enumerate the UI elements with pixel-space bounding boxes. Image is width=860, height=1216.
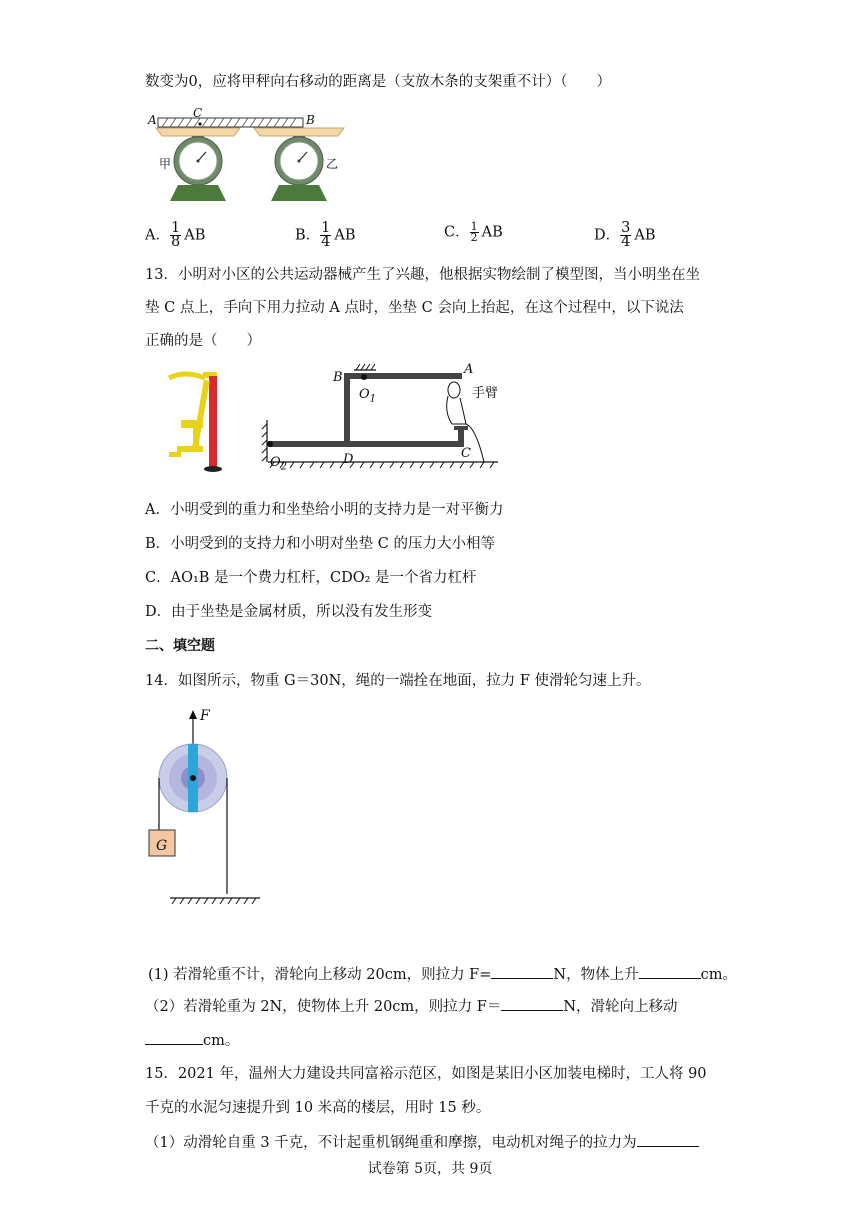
page-footer: 试卷第 5页，共 9页 bbox=[367, 1161, 493, 1177]
q13-line-2: 垫 C 点上，手向下用力拉动 A 点时，坐垫 C 会向上抬起，在这个过程中，以下说法 bbox=[145, 300, 684, 316]
q12-scale-left-label: 甲 bbox=[159, 157, 172, 171]
q13-label-c: C bbox=[461, 446, 471, 461]
q12-text-tail: 数变为0，应将甲秤向右移动的距离是（支放木条的支架重不计）（ ） bbox=[145, 74, 611, 90]
q13-label-b: B bbox=[333, 370, 343, 385]
q13-label-o1: $O_1$ bbox=[359, 387, 377, 405]
q12-figure bbox=[148, 104, 348, 206]
q12-option-a: A． $\frac{1}{8}$ AB bbox=[145, 220, 206, 250]
q13-machine-photo bbox=[165, 368, 227, 472]
q12-label-a: A bbox=[148, 113, 157, 127]
q12-option-b: B． $\frac{1}{4}$ AB bbox=[295, 220, 356, 250]
q12-option-d: D． $\frac{3}{4}$ AB bbox=[594, 220, 656, 250]
q13-label-a: A bbox=[464, 362, 474, 377]
q14-blank-1[interactable] bbox=[491, 964, 553, 979]
q14-blank-2[interactable] bbox=[639, 964, 701, 979]
q15-line-2: 千克的水泥匀速提升到 10 米高的楼层，用时 15 秒。 bbox=[145, 1100, 491, 1116]
q15-part-1: （1）动滑轮自重 3 千克，不计起重机钢绳重和摩擦，电动机对绳子的拉力为 bbox=[145, 1132, 699, 1153]
q13-option-c: C．AO₁B 是一个费力杠杆，CDO₂ 是一个省力杠杆 bbox=[145, 570, 477, 586]
q15-blank-1[interactable] bbox=[637, 1132, 699, 1147]
q14-blank-4[interactable] bbox=[145, 1030, 203, 1045]
q13-option-d: D．由于坐垫是金属材质，所以没有发生形变 bbox=[145, 604, 433, 620]
q14-pulley-figure bbox=[148, 708, 268, 914]
q14-stem: 14．如图所示，物重 G＝30N，绳的一端拴在地面，拉力 F 使滑轮匀速上升。 bbox=[145, 673, 651, 689]
q14-part-1: (1) 若滑轮重不计，滑轮向上移动 20cm，则拉力 F= N，物体上升 cm。 bbox=[148, 964, 737, 985]
q13-label-o2: $O_2$ bbox=[270, 455, 288, 473]
q13-option-b: B．小明受到的支持力和小明对坐垫 C 的压力大小相等 bbox=[145, 536, 495, 552]
q14-part-2: （2）若滑轮重为 2N，使物体上升 20cm，则拉力 F＝ N，滑轮向上移动 bbox=[145, 996, 678, 1017]
q12-label-b: B bbox=[306, 113, 315, 127]
q13-label-arm: 手臂 bbox=[472, 386, 499, 401]
q13-line-1: 13．小明对小区的公共运动器械产生了兴趣，他根据实物绘制了模型图，当小明坐在坐 bbox=[145, 267, 700, 283]
q12-scale-right-label: 乙 bbox=[326, 157, 339, 171]
q13-option-a: A．小明受到的重力和坐垫给小明的支持力是一对平衡力 bbox=[145, 502, 504, 518]
q13-line-3: 正确的是（ ） bbox=[145, 333, 261, 349]
q12-option-c: C． $\frac{1}{2}$ AB bbox=[444, 220, 503, 244]
section-heading: 二、填空题 bbox=[145, 638, 215, 654]
q14-label-g: G bbox=[156, 838, 168, 854]
q12-label-c: C bbox=[193, 106, 203, 120]
q14-label-f: F bbox=[200, 708, 210, 724]
q15-line-1: 15．2021 年，温州大力建设共同富裕示范区，如图是某旧小区加装电梯时，工人将 90 bbox=[145, 1066, 707, 1082]
q13-label-d: D bbox=[343, 452, 354, 467]
q14-blank-3[interactable] bbox=[501, 996, 563, 1011]
q14-part-2-cont: cm。 bbox=[145, 1030, 239, 1051]
